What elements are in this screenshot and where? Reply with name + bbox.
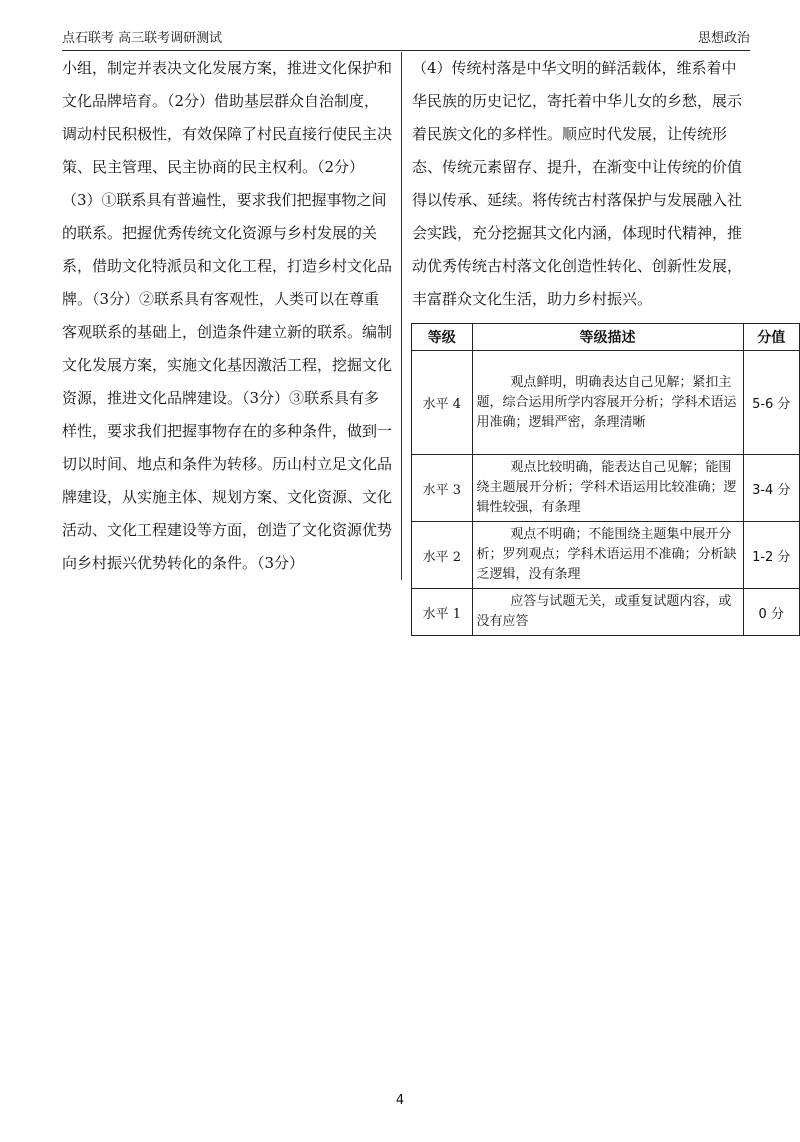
- answer-paragraph-4: （4）传统村落是中华文明的鲜活载体，维系着中华民族的历史记忆，寄托着中华儿女的乡愁，展示着民族文化的多样性。顺应时代发展，让传统形态、传统元素留存、提升，在渐变中让传统的价值得以传承、延续。将传统古村落保护与发展融入社会实践，充分挖掘其文化内涵，体现时代精神，推动优秀传统古村落文化创造性转化、创新性发展，丰富群众文化生活，助力乡村振兴。: [412, 59, 743, 308]
- header-description: 等级描述: [472, 324, 743, 351]
- row-score: 0 分: [743, 589, 799, 636]
- row-level: 水平 3: [412, 455, 473, 522]
- table-row: [412, 351, 800, 455]
- header-exam-title: 点石联考 高三联考调研测试: [62, 31, 223, 46]
- header-score: 分值: [743, 324, 799, 351]
- page-number: 4: [395, 1093, 405, 1108]
- row-level: 水平 1: [412, 589, 473, 636]
- table-row: [412, 589, 800, 636]
- header-level: 等级: [412, 324, 473, 351]
- row-score: 3-4 分: [743, 455, 799, 522]
- row-score: 5-6 分: [743, 351, 799, 455]
- row-score: 1-2 分: [743, 522, 799, 589]
- table-row: [412, 522, 800, 589]
- right-column: [412, 52, 750, 316]
- row-description: 应答与试题无关，或重复试题内容，或没有应答: [472, 589, 743, 636]
- row-description: 观点比较明确，能表达自己见解；能围绕主题展开分析；学科术语运用比较准确；逻辑性较强，有条理: [472, 455, 743, 522]
- row-description: 观点不明确；不能围绕主题集中展开分析；罗列观点；学科术语运用不准确；分析缺乏逻辑，没有条理: [472, 522, 743, 589]
- answer-paragraph-3: （3）①联系具有普遍性，要求我们把握事物之间的联系。把握优秀传统文化资源与乡村发展的关系，借助文化特派员和文化工程，打造乡村文化品牌。（3分）②联系具有客观性，人类可以在尊重客观联系的基础上，创造条件建立新的联系。编制文化发展方案，实施文化基因激活工程，挖掘文化资源，推进文化品牌建设。（3分）③联系具有多样性，要求我们把握事物存在的多种条件，做到一切以时间、地点和条件为转移。历山村立足文化品牌建设，从实施主体、规划方案、文化资源、文化活动、文化工程建设等方面，创造了文化资源优势向乡村振兴优势转化的条件。（3分）: [62, 191, 393, 572]
- header-subject: 思想政治: [697, 31, 750, 46]
- column-divider: [401, 52, 402, 580]
- table-row: [412, 455, 800, 522]
- page-header: [62, 30, 750, 51]
- row-level: 水平 2: [412, 522, 473, 589]
- answer-paragraph-2-end: 小组，制定并表决文化发展方案，推进文化保护和文化品牌培育。（2分）借助基层群众自治制度，调动村民积极性，有效保障了村民直接行使民主决策、民主管理、民主协商的民主权利。（2分）: [62, 59, 393, 176]
- row-level: 水平 4: [412, 351, 473, 455]
- left-column: [62, 52, 392, 580]
- table-header-row: [412, 324, 800, 351]
- grading-table: [411, 323, 800, 636]
- row-description: 观点鲜明，明确表达自己见解；紧扣主题，综合运用所学内容展开分析；学科术语运用准确；逻辑严密，条理清晰: [472, 351, 743, 455]
